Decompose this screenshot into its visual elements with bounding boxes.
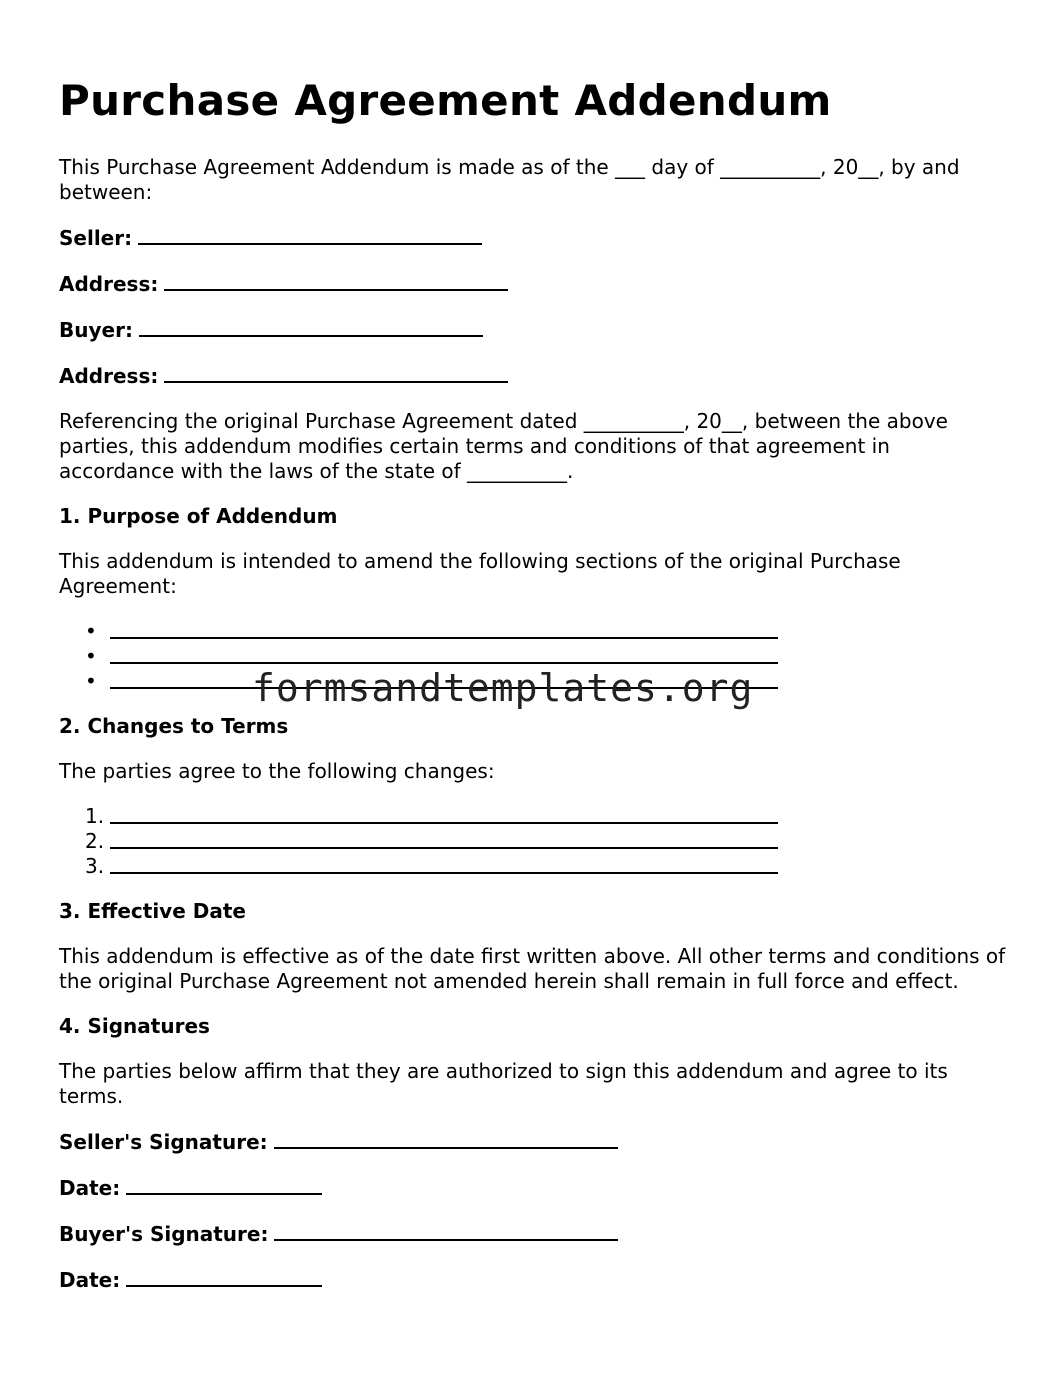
- number-marker: 1.: [85, 804, 105, 828]
- change-blank-2[interactable]: [110, 829, 778, 849]
- buyer-date-field: [59, 1267, 1009, 1293]
- effective-text: This addendum is effective as of the date first written above. All other terms and conditions of the original Purchase Agreement not amended herein shall remain in full force and effect.: [59, 944, 1006, 993]
- buyer-address-field: [59, 363, 1009, 389]
- seller-address-blank[interactable]: [164, 271, 508, 291]
- list-item: [59, 619, 1009, 644]
- seller-date-blank[interactable]: [126, 1175, 322, 1195]
- buyer-signature-label: Buyer's Signature:: [59, 1222, 269, 1246]
- bullet-marker: •: [85, 619, 97, 643]
- buyer-signature-blank[interactable]: [274, 1221, 618, 1241]
- changes-text: The parties agree to the following changes:: [59, 759, 495, 783]
- number-marker: 3.: [85, 854, 105, 878]
- seller-field: [59, 225, 1009, 251]
- bullet-marker: •: [85, 644, 97, 668]
- changes-list: [59, 804, 1009, 879]
- buyer-date-blank[interactable]: [126, 1267, 322, 1287]
- buyer-signature-field: [59, 1221, 1009, 1247]
- change-blank-3[interactable]: [110, 854, 778, 874]
- purpose-heading: 1. Purpose of Addendum: [59, 504, 338, 528]
- purpose-blank-1[interactable]: [110, 619, 778, 639]
- seller-address-field: [59, 271, 1009, 297]
- buyer-address-label: Address:: [59, 364, 159, 388]
- seller-address-label: Address:: [59, 272, 159, 296]
- seller-signature-label: Seller's Signature:: [59, 1130, 268, 1154]
- reference-paragraph: Referencing the original Purchase Agreement dated __________, 20__, between the above parties, this addendum modifies certain terms and conditions of that agreement in accordance with the laws of the state of __________.: [59, 409, 948, 483]
- seller-date-label: Date:: [59, 1176, 121, 1200]
- document-title: Purchase Agreement Addendum: [59, 76, 832, 125]
- number-marker: 2.: [85, 829, 105, 853]
- seller-signature-field: [59, 1129, 1009, 1155]
- purpose-text: This addendum is intended to amend the following sections of the original Purchase Agreement:: [59, 549, 901, 598]
- buyer-label: Buyer:: [59, 318, 133, 342]
- list-item: [59, 804, 1009, 829]
- list-item: [59, 829, 1009, 854]
- seller-date-field: [59, 1175, 1009, 1201]
- buyer-date-label: Date:: [59, 1268, 121, 1292]
- buyer-blank[interactable]: [139, 317, 483, 337]
- seller-signature-blank[interactable]: [274, 1129, 618, 1149]
- bullet-marker: •: [85, 669, 97, 693]
- watermark: formsandtemplates.org: [252, 666, 754, 710]
- buyer-address-blank[interactable]: [164, 363, 508, 383]
- intro-paragraph: This Purchase Agreement Addendum is made as of the ___ day of __________, 20__, by and between:: [59, 155, 960, 204]
- effective-heading: 3. Effective Date: [59, 899, 246, 923]
- buyer-field: [59, 317, 1009, 343]
- change-blank-1[interactable]: [110, 804, 778, 824]
- signatures-text: The parties below affirm that they are authorized to sign this addendum and agree to its terms.: [59, 1059, 948, 1108]
- seller-label: Seller:: [59, 226, 133, 250]
- list-item: [59, 854, 1009, 879]
- signatures-heading: 4. Signatures: [59, 1014, 210, 1038]
- purpose-blank-2[interactable]: [110, 644, 778, 664]
- seller-blank[interactable]: [138, 225, 482, 245]
- changes-heading: 2. Changes to Terms: [59, 714, 289, 738]
